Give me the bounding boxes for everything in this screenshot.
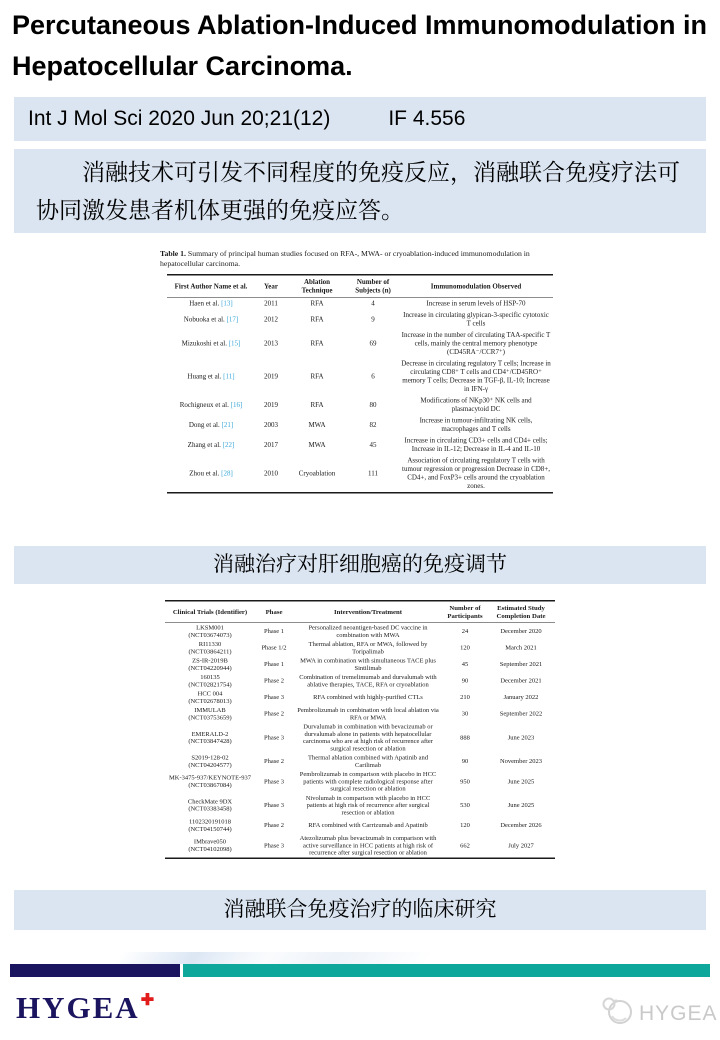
trial-cell xyxy=(165,770,255,794)
trial-cell xyxy=(165,817,255,834)
completion-date-cell: June 2025 xyxy=(507,801,535,809)
subjects-cell: 6 xyxy=(371,372,375,381)
trial-id: EMERALD-2 xyxy=(191,729,229,738)
trial-cell xyxy=(165,673,255,690)
column-header: Intervention/Treatment xyxy=(293,601,443,623)
column-header: Immunomodulation Observed xyxy=(399,275,553,298)
table-row xyxy=(165,640,555,657)
footer-decoration xyxy=(236,952,434,964)
observed-cell: Modifications of NKp30⁺ NK cells and plasmacytoid DC xyxy=(420,397,532,413)
treatment-cell: Pembrolizumab in combination with local ablation via RFA or MWA xyxy=(297,706,439,721)
author-cell xyxy=(167,415,255,435)
nct-number: (NCT02821754) xyxy=(188,680,232,688)
table-row xyxy=(167,435,553,455)
trial-id: HCC 004 xyxy=(197,689,223,697)
technique-cell: MWA xyxy=(308,441,326,449)
technique-cell: RFA xyxy=(310,372,324,381)
observed-cell: Decrease in circulating regulatory T cells; Increase in circulating CD8⁺ T cells and CD4⁺/CD45RO⁺ memory T cells; Decrease in TGF-β, IL-10; Increase in IFN-γ xyxy=(401,360,551,393)
column-header: Number of Subjects (n) xyxy=(347,275,399,298)
table1-caption xyxy=(160,249,560,269)
nct-number: (NCT03867084) xyxy=(188,780,232,789)
hygea-logo-text: HYGEA xyxy=(16,990,140,1025)
technique-cell: RFA xyxy=(310,300,324,308)
treatment-cell: RFA combined with Carrizumab and Apatinib xyxy=(308,821,428,829)
table-row xyxy=(165,656,555,673)
treatment-cell: MWA in combination with simultaneous TACE plus Sintilimab xyxy=(300,656,436,672)
subjects-cell: 69 xyxy=(369,340,377,348)
completion-date-cell: December 2020 xyxy=(500,627,542,635)
trial-id: LKSM001 xyxy=(196,623,224,631)
table-row xyxy=(165,834,555,859)
year-cell: 2019 xyxy=(264,401,278,409)
year-cell: 2012 xyxy=(264,315,278,324)
completion-date-cell: March 2021 xyxy=(505,643,537,652)
participants-cell: 950 xyxy=(460,777,470,785)
year-cell: 2019 xyxy=(264,372,278,381)
table2-chinese-caption: 消融联合免疫治疗的临床研究 xyxy=(14,890,706,930)
phase-cell: Phase 3 xyxy=(255,834,293,859)
ablation-studies-table xyxy=(167,274,553,494)
treatment-cell: Thermal ablation, RFA or MWA, followed by Toripalimab xyxy=(308,640,428,655)
completion-date-cell: June 2025 xyxy=(507,777,535,785)
table-row xyxy=(165,722,555,753)
reference-number: [28] xyxy=(221,469,233,478)
nct-number: (NCT03753659) xyxy=(188,713,232,721)
table-row xyxy=(165,770,555,794)
participants-cell: 530 xyxy=(460,801,470,809)
trial-id: IMMULAB xyxy=(194,706,226,714)
phase-cell: Phase 3 xyxy=(263,801,285,809)
participants-cell: 24 xyxy=(461,627,469,635)
observed-cell: Increase in the number of circulating TAA-specific T cells, mainly the central memory phenotype (CD45RA⁻/CCR7⁺) xyxy=(401,331,551,356)
table-row xyxy=(165,793,555,817)
trial-cell xyxy=(165,656,255,673)
table1-figure xyxy=(0,249,720,545)
trial-id: 1102320191018 xyxy=(188,817,232,825)
completion-date-cell: January 2022 xyxy=(503,693,539,701)
impact-factor: IF 4.556 xyxy=(388,107,466,130)
subjects-cell: 45 xyxy=(369,441,377,449)
year-cell: 2003 xyxy=(264,421,278,429)
technique-cell: RFA xyxy=(310,315,324,324)
author-cell xyxy=(167,330,255,359)
table-row xyxy=(167,310,553,330)
trial-cell xyxy=(165,722,255,753)
completion-date-cell: June 2023 xyxy=(507,733,535,741)
participants-cell: 662 xyxy=(443,834,487,859)
phase-cell: Phase 2 xyxy=(263,709,285,718)
reference-number: [13] xyxy=(221,300,233,308)
column-header: Clinical Trials (Identifier) xyxy=(165,601,255,623)
author-name: Rochigneux et al. xyxy=(179,401,231,409)
footer-navy-bar xyxy=(10,964,180,977)
completion-date-cell: December 2021 xyxy=(500,676,542,685)
completion-date-cell: September 2022 xyxy=(499,709,543,718)
observed-cell: Increase in circulating CD3+ cells and CD4+ cells; Increase in IL-12; Decrease in IL-4 and IL-10 xyxy=(404,437,548,453)
reference-number: [16] xyxy=(230,401,243,409)
clinical-trials-table xyxy=(165,600,555,859)
participants-cell: 45 xyxy=(461,660,469,668)
table-row xyxy=(165,673,555,690)
trial-cell xyxy=(165,640,255,657)
author-name: Dong et al. xyxy=(188,421,222,429)
table1-chinese-caption: 消融治疗对肝细胞癌的免疫调节 xyxy=(14,546,706,584)
treatment-cell: RFA combined with highly-purified CTLs xyxy=(313,693,423,701)
column-header: Ablation Technique xyxy=(287,275,347,298)
nct-number: (NCT03864211) xyxy=(188,647,232,655)
author-cell xyxy=(167,358,255,395)
year-cell: 2010 xyxy=(255,455,287,493)
author-name: Mizukoshi et al. xyxy=(181,340,229,348)
nct-number: (NCT04220944) xyxy=(188,663,232,672)
subjects-cell: 82 xyxy=(369,421,377,429)
phase-cell: Phase 2 xyxy=(263,676,285,685)
phase-cell: Phase 2 xyxy=(263,757,285,765)
technique-cell: Cryoablation xyxy=(287,455,347,493)
column-header: Phase xyxy=(255,601,293,623)
nct-number: (NCT02678013) xyxy=(188,696,232,705)
page-title: Percutaneous Ablation-Induced Immunomodulation in Hepatocellular Carcinoma. xyxy=(12,10,708,81)
reference-number: [22] xyxy=(222,441,235,449)
subjects-cell: 80 xyxy=(369,401,377,409)
author-cell xyxy=(167,310,255,330)
author-name: Zhang et al. xyxy=(187,441,223,449)
phase-cell: Phase 1/2 xyxy=(261,643,287,652)
red-cross-icon: ✚ xyxy=(140,992,155,1009)
column-header: First Author Name et al. xyxy=(167,275,255,298)
column-header: Estimated Study Completion Date xyxy=(487,601,555,623)
nct-number: (NCT04102098) xyxy=(188,844,232,853)
treatment-cell: Pembrolizumab in comparison with placebo in HCC patients with complete radiological response after surgical resection or ablation xyxy=(299,770,437,792)
trial-id: ZS-IR-2019B xyxy=(192,656,228,664)
table1-caption-label: Table 1. xyxy=(160,249,186,258)
summary-text: 消融技术可引发不同程度的免疫反应，消融联合免疫疗法可协同激发患者机体更强的免疫应答。 xyxy=(36,159,680,223)
treatment-cell: Thermal ablation combined with Apatinib and Carilimab xyxy=(307,753,429,769)
treatment-cell: Durvalumab in combination with bevacizumab or durvalumab alone in patients with hepatocellular carcinoma who are at high risk of recurrence after surgical resection or ablation xyxy=(303,722,433,752)
treatment-cell: Combination of tremelimumab and durvalumab with ablative therapies, TACE, RFA or cryoablation xyxy=(299,673,437,688)
trial-id: RI11330 xyxy=(198,640,222,648)
reference-number: [21] xyxy=(221,421,234,429)
participants-cell: 210 xyxy=(460,693,470,701)
participants-cell: 120 xyxy=(460,821,470,829)
column-header: Year xyxy=(255,275,287,298)
phase-cell: Phase 2 xyxy=(263,821,285,829)
trial-cell xyxy=(165,793,255,817)
nct-number: (NCT04204577) xyxy=(188,760,232,769)
table-row xyxy=(167,298,553,310)
trial-id: MK-3475-937/KEYNOTE-937 xyxy=(169,773,251,782)
trial-cell xyxy=(165,623,255,640)
trial-id: IMbrave050 xyxy=(193,837,227,846)
treatment-cell: Nivolumab in comparison with placebo in HCC patients at high risk of recurrence after surgical resection or ablation xyxy=(305,793,431,816)
technique-cell: RFA xyxy=(310,401,324,409)
completion-date-cell: November 2023 xyxy=(499,757,543,765)
participants-cell: 888 xyxy=(460,733,470,741)
table-row xyxy=(167,415,553,435)
trial-cell xyxy=(165,706,255,723)
subjects-cell: 9 xyxy=(371,315,375,324)
completion-date-cell: September 2021 xyxy=(499,660,543,668)
participants-cell: 30 xyxy=(461,709,469,718)
phase-cell: Phase 3 xyxy=(263,777,285,785)
phase-cell: Phase 3 xyxy=(263,693,285,701)
technique-cell: RFA xyxy=(310,340,324,348)
treatment-cell: Atezolizumab plus bevacizumab in comparison with active surveillance in HCC patients at high risk of recurrence after surgical resection or ablation xyxy=(293,834,443,859)
header-row xyxy=(167,275,553,298)
trial-id: 160135 xyxy=(200,673,220,681)
nct-number: (NCT03383458) xyxy=(188,804,232,813)
trial-cell xyxy=(165,834,255,859)
hygea-stamp-icon xyxy=(600,996,634,1031)
observed-cell: Association of circulating regulatory T cells with tumour regression or progression Decrease in CD8+, CD4+, and FoxP3+ cells around the cryoablation zones. xyxy=(399,455,553,493)
author-name: Huang et al. xyxy=(187,372,224,381)
hygea-logo xyxy=(16,990,153,1026)
year-cell: 2011 xyxy=(264,300,278,308)
reference-number: [17] xyxy=(226,315,239,324)
journal-citation-bar xyxy=(14,97,706,141)
table-row xyxy=(167,358,553,395)
subjects-cell: 4 xyxy=(371,300,375,308)
author-cell xyxy=(167,455,255,493)
hygea-watermark xyxy=(600,996,718,1031)
reference-number: [15] xyxy=(228,340,241,348)
trial-cell xyxy=(165,753,255,770)
technique-cell: MWA xyxy=(308,421,326,429)
author-name: Nobuoka et al. xyxy=(183,315,227,324)
nct-number: (NCT04150744) xyxy=(188,824,232,833)
hygea-watermark-text: HYGEA xyxy=(639,1001,718,1025)
observed-cell: Increase in tumour-infiltrating NK cells, macrophages and T cells xyxy=(419,417,533,433)
nct-number: (NCT03847428) xyxy=(188,737,232,745)
table-row xyxy=(165,753,555,770)
treatment-cell: Personalized neoantigen-based DC vaccine in combination with MWA xyxy=(308,623,428,639)
observed-cell: Increase in serum levels of HSP-70 xyxy=(426,300,526,308)
table-row xyxy=(167,455,553,493)
nct-number: (NCT03674073) xyxy=(188,630,232,639)
trial-id: CheckMate 9DX xyxy=(187,797,233,805)
column-header: Number of Participants xyxy=(443,601,487,623)
year-cell: 2013 xyxy=(264,340,278,348)
participants-cell: 90 xyxy=(461,676,469,685)
footer-teal-bar xyxy=(183,964,710,977)
header-row xyxy=(165,601,555,623)
journal-citation: Int J Mol Sci 2020 Jun 20;21(12) xyxy=(28,107,331,130)
reference-number: [11] xyxy=(223,372,235,381)
table2-figure xyxy=(0,600,720,890)
phase-cell: Phase 1 xyxy=(263,660,285,668)
completion-date-cell: December 2026 xyxy=(500,821,542,829)
trial-id: S2019-128-02 xyxy=(191,753,229,761)
table-row xyxy=(167,395,553,415)
table-row xyxy=(167,330,553,359)
table-row xyxy=(165,623,555,640)
observed-cell: Increase in circulating glypican-3-specific cytotoxic T cells xyxy=(403,311,549,328)
author-name: Haen et al. xyxy=(189,300,222,308)
author-cell xyxy=(167,395,255,415)
participants-cell: 120 xyxy=(460,643,470,652)
phase-cell: Phase 3 xyxy=(263,733,285,741)
participants-cell: 90 xyxy=(461,757,469,765)
completion-date-cell: July 2027 xyxy=(487,834,555,859)
summary-box xyxy=(14,149,706,233)
table-row xyxy=(165,689,555,706)
year-cell: 2017 xyxy=(264,441,278,449)
table-row xyxy=(165,706,555,723)
table-row xyxy=(165,817,555,834)
phase-cell: Phase 1 xyxy=(263,627,285,635)
author-cell xyxy=(167,298,255,310)
author-name: Zhou et al. xyxy=(189,469,222,478)
author-cell xyxy=(167,435,255,455)
trial-cell xyxy=(165,689,255,706)
table1-caption-text: Summary of principal human studies focused on RFA-, MWA- or cryoablation-induced immunomodulation in hepatocellular carcinoma. xyxy=(160,249,530,268)
subjects-cell: 111 xyxy=(347,455,399,493)
